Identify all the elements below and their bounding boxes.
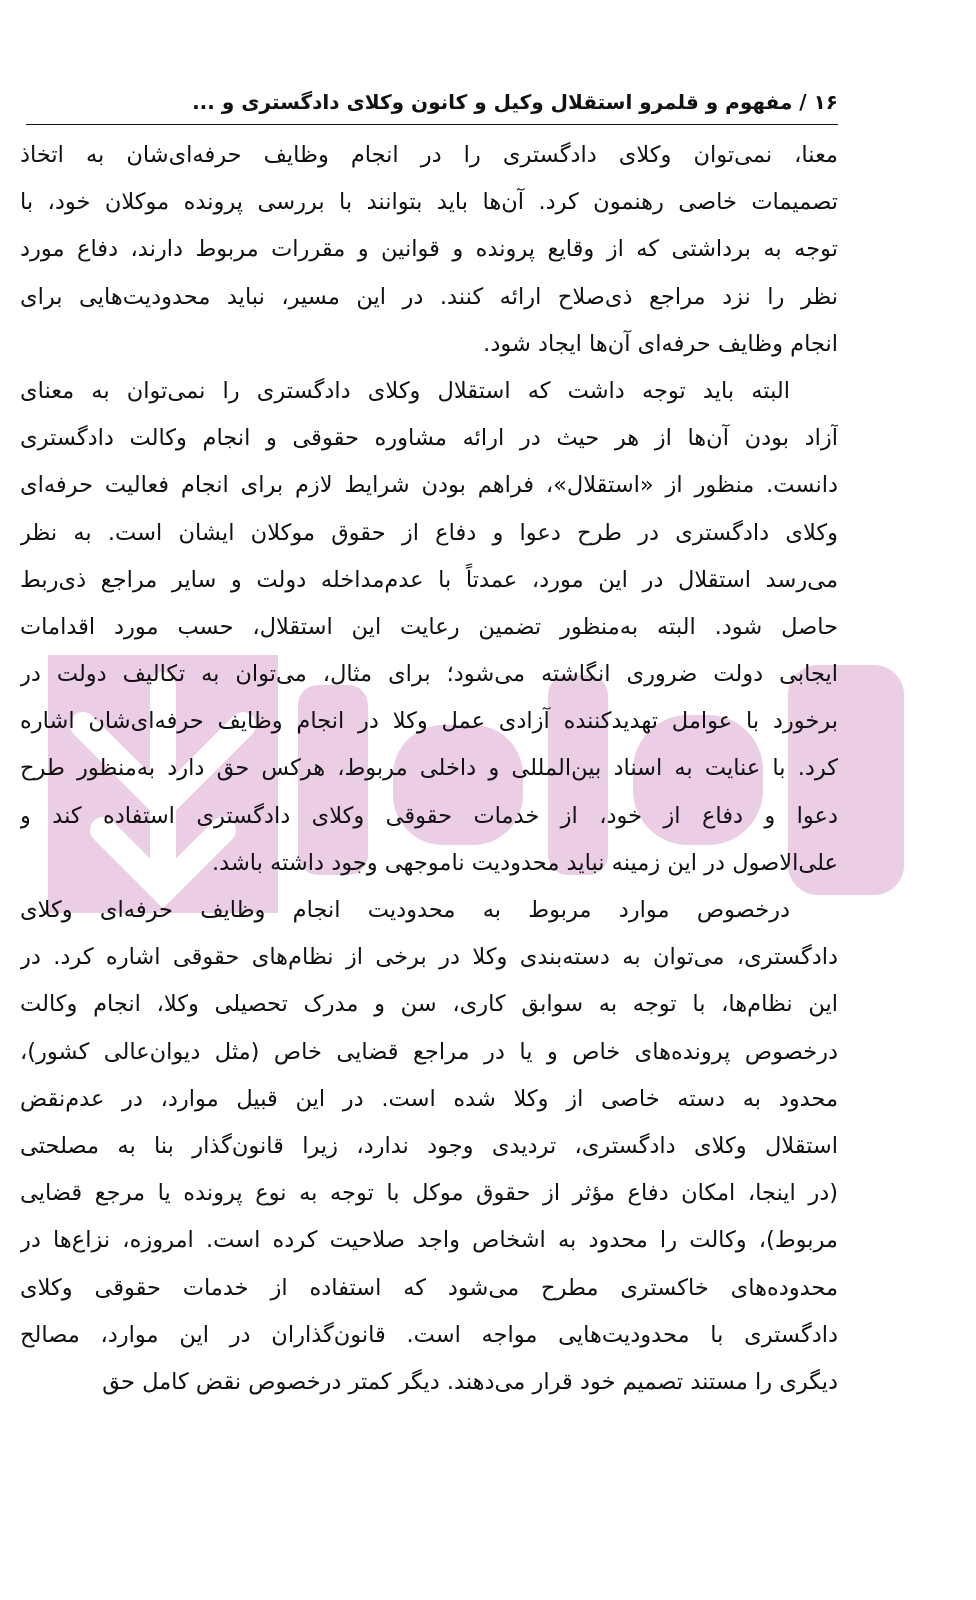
running-header: ۱۶ / مفهوم و قلمرو استقلال وکیل و کانون وکلای دادگستری و ... xyxy=(192,90,838,114)
text-line: محدوده‌های خاکستری مطرح می‌شود که استفاده از خدمات حقوقی وکلای xyxy=(20,1274,838,1301)
text-line: تصمیمات خاصی رهنمون کرد. آن‌ها باید بتوانند با بررسی پرونده موکلان خود، با xyxy=(20,189,838,216)
text-line: ایجابی دولت ضروری انگاشته می‌شود؛ برای مثال، می‌توان به تکالیف دولت در xyxy=(20,661,838,688)
paragraph xyxy=(20,887,838,1406)
text-line: حاصل شود. البته به‌منظور تضمین رعایت این استقلال، حسب مورد اقدامات xyxy=(20,613,838,640)
text-line: دعوا و دفاع از خود، از خدمات حقوقی وکلای دادگستری استفاده کند و xyxy=(20,802,838,829)
text-line: دادگستری با محدودیت‌هایی مواجه است. قانون‌گذاران در این موارد، مصالح xyxy=(20,1321,838,1348)
text-line: دادگستری، می‌توان به دسته‌بندی وکلا در برخی از نظام‌های حقوقی اشاره کرد. در xyxy=(20,944,838,971)
paragraph xyxy=(20,368,838,887)
text-line: (در اینجا، امکان دفاع مؤثر از حقوق موکل با توجه به نوع پرونده یا مرجع قضایی xyxy=(20,1180,838,1207)
text-line: آزاد بودن آن‌ها از هر حیث در ارائه مشاوره حقوقی و انجام وکالت دادگستری xyxy=(20,425,838,452)
text-line: دیگری را مستند تصمیم خود قرار می‌دهند. دیگر کمتر درخصوص نقض کامل حق xyxy=(102,1368,838,1395)
text-line: دانست. منظور از «استقلال»، فراهم بودن شرایط لازم برای انجام فعالیت حرفه‌ای xyxy=(20,472,838,499)
text-line: استقلال وکلای دادگستری، تردیدی وجود ندارد، زیرا قانون‌گذار بنا به مصلحتی xyxy=(20,1132,838,1159)
text-line: این نظام‌ها، با توجه به سوابق کاری، سن و مدرک تحصیلی وکلا، انجام وکالت xyxy=(20,991,838,1018)
text-line: درخصوص پرونده‌های خاص و یا در مراجع قضایی خاص (مثل دیوان‌عالی کشور)، xyxy=(20,1038,838,1065)
text-line: درخصوص موارد مربوط به محدودیت انجام وظایف حرفه‌ای وکلای xyxy=(20,897,790,923)
paragraph xyxy=(20,132,838,368)
body-text xyxy=(20,132,838,1406)
text-line: علی‌الاصول در این زمینه نباید محدودیت ناموجهی وجود داشته باشد. xyxy=(211,849,838,876)
text-line: برخورد با عوامل تهدیدکننده آزادی عمل وکلا در انجام وظایف حرفه‌ای‌شان اشاره xyxy=(20,708,838,735)
text-line: نظر را نزد مراجع ذی‌صلاح ارائه کنند. در این مسیر، نباید محدودیت‌هایی برای xyxy=(20,283,838,310)
text-line: معنا، نمی‌توان وکلای دادگستری را در انجام وظایف حرفه‌ای‌شان به اتخاذ xyxy=(20,142,838,168)
header-rule xyxy=(26,124,838,125)
text-line: وکلای دادگستری در طرح دعوا و دفاع از حقوق موکلان ایشان است. به نظر xyxy=(20,519,838,546)
text-line: البته باید توجه داشت که استقلال وکلای دادگستری را نمی‌توان به معنای xyxy=(20,377,790,404)
text-line: کرد. با عنایت به اسناد بین‌المللی و داخلی مربوط، هرکس حق دارد به‌منظور طرح xyxy=(20,755,838,782)
text-line: توجه به برداشتی که از وقایع پرونده و قوانین و مقررات مربوط دارند، دفاع مورد xyxy=(20,236,838,263)
text-line: محدود به دسته خاصی از وکلا شده است. در این قبیل موارد، در عدم‌نقض xyxy=(20,1085,838,1112)
text-line: انجام وظایف حرفه‌ای آن‌ها ایجاد شود. xyxy=(483,330,838,357)
text-line: می‌رسد استقلال در این مورد، عمدتاً با عدم‌مداخله دولت و سایر مراجع ذی‌ربط xyxy=(20,566,838,593)
text-line: مربوط)، وکالت را محدود به اشخاص واجد صلاحیت کرده است. امروزه، نزاع‌ها در xyxy=(20,1227,838,1254)
